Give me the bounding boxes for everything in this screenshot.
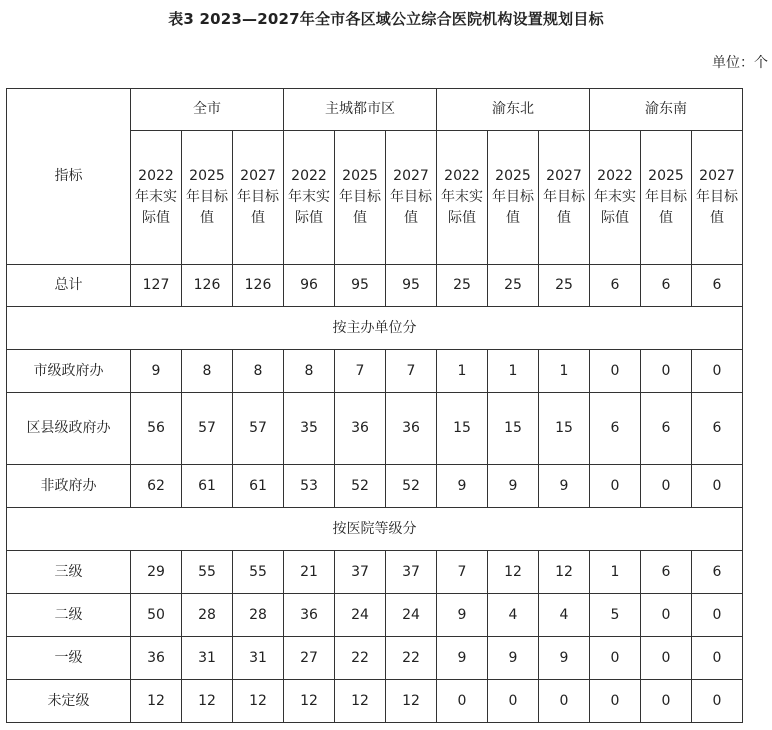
value-cell: 7 — [386, 350, 437, 393]
value-cell: 61 — [233, 465, 284, 508]
section-row — [7, 307, 743, 350]
value-cell: 22 — [335, 637, 386, 680]
row-label: 非政府办 — [7, 465, 131, 508]
value-cell: 9 — [488, 637, 539, 680]
value-cell: 8 — [182, 350, 233, 393]
section-label: 按主办单位分 — [7, 307, 743, 350]
row-label: 市级政府办 — [7, 350, 131, 393]
value-cell: 9 — [539, 465, 590, 508]
value-cell: 0 — [692, 465, 743, 508]
sub-column-header: 2027年目标值 — [539, 131, 590, 265]
value-cell: 5 — [590, 594, 641, 637]
value-cell: 12 — [284, 680, 335, 723]
value-cell: 96 — [284, 265, 335, 307]
table-row — [7, 637, 743, 680]
value-cell: 1 — [437, 350, 488, 393]
value-cell: 25 — [539, 265, 590, 307]
sub-column-header: 2022年末实际值 — [437, 131, 488, 265]
value-cell: 12 — [539, 551, 590, 594]
value-cell: 61 — [182, 465, 233, 508]
value-cell: 15 — [488, 393, 539, 465]
section-row — [7, 508, 743, 551]
sub-column-header: 2025年目标值 — [335, 131, 386, 265]
value-cell: 9 — [488, 465, 539, 508]
value-cell: 12 — [182, 680, 233, 723]
value-cell: 55 — [233, 551, 284, 594]
value-cell: 12 — [335, 680, 386, 723]
value-cell: 1 — [590, 551, 641, 594]
value-cell: 0 — [590, 350, 641, 393]
value-cell: 7 — [437, 551, 488, 594]
value-cell: 56 — [131, 393, 182, 465]
value-cell: 0 — [641, 680, 692, 723]
region-header: 渝东北 — [437, 89, 590, 131]
sub-column-header: 2027年目标值 — [386, 131, 437, 265]
value-cell: 126 — [182, 265, 233, 307]
value-cell: 27 — [284, 637, 335, 680]
value-cell: 127 — [131, 265, 182, 307]
sub-column-header: 2022年末实际值 — [284, 131, 335, 265]
value-cell: 0 — [641, 637, 692, 680]
value-cell: 6 — [590, 393, 641, 465]
table-row — [7, 594, 743, 637]
value-cell: 126 — [233, 265, 284, 307]
value-cell: 12 — [131, 680, 182, 723]
sub-column-header: 2027年目标值 — [233, 131, 284, 265]
value-cell: 36 — [335, 393, 386, 465]
value-cell: 6 — [692, 265, 743, 307]
region-header-row — [7, 89, 743, 131]
value-cell: 55 — [182, 551, 233, 594]
value-cell: 25 — [437, 265, 488, 307]
row-label: 一级 — [7, 637, 131, 680]
value-cell: 28 — [233, 594, 284, 637]
value-cell: 0 — [641, 594, 692, 637]
row-label: 三级 — [7, 551, 131, 594]
value-cell: 0 — [590, 637, 641, 680]
sub-column-header: 2025年目标值 — [182, 131, 233, 265]
value-cell: 37 — [335, 551, 386, 594]
unit-label: 单位：个 — [712, 55, 768, 71]
value-cell: 50 — [131, 594, 182, 637]
table-row — [7, 465, 743, 508]
sub-column-header: 2022年末实际值 — [590, 131, 641, 265]
value-cell: 0 — [590, 465, 641, 508]
value-cell: 6 — [641, 265, 692, 307]
value-cell: 52 — [386, 465, 437, 508]
value-cell: 35 — [284, 393, 335, 465]
value-cell: 22 — [386, 637, 437, 680]
row-label: 总计 — [7, 265, 131, 307]
value-cell: 0 — [539, 680, 590, 723]
value-cell: 24 — [335, 594, 386, 637]
value-cell: 29 — [131, 551, 182, 594]
row-label: 区县级政府办 — [7, 393, 131, 465]
value-cell: 1 — [539, 350, 590, 393]
value-cell: 6 — [692, 551, 743, 594]
table-row — [7, 680, 743, 723]
value-cell: 8 — [284, 350, 335, 393]
value-cell: 57 — [182, 393, 233, 465]
row-label: 未定级 — [7, 680, 131, 723]
region-header: 渝东南 — [590, 89, 743, 131]
value-cell: 1 — [488, 350, 539, 393]
planning-table — [6, 88, 743, 723]
value-cell: 6 — [641, 393, 692, 465]
value-cell: 8 — [233, 350, 284, 393]
value-cell: 21 — [284, 551, 335, 594]
value-cell: 12 — [488, 551, 539, 594]
value-cell: 6 — [641, 551, 692, 594]
value-cell: 4 — [488, 594, 539, 637]
value-cell: 15 — [437, 393, 488, 465]
value-cell: 28 — [182, 594, 233, 637]
value-cell: 9 — [437, 594, 488, 637]
value-cell: 9 — [437, 465, 488, 508]
value-cell: 52 — [335, 465, 386, 508]
value-cell: 36 — [131, 637, 182, 680]
value-cell: 12 — [233, 680, 284, 723]
value-cell: 53 — [284, 465, 335, 508]
value-cell: 0 — [692, 350, 743, 393]
value-cell: 9 — [437, 637, 488, 680]
value-cell: 31 — [182, 637, 233, 680]
table-row — [7, 265, 743, 307]
value-cell: 95 — [335, 265, 386, 307]
value-cell: 6 — [590, 265, 641, 307]
value-cell: 24 — [386, 594, 437, 637]
table-row — [7, 393, 743, 465]
value-cell: 36 — [284, 594, 335, 637]
value-cell: 6 — [692, 393, 743, 465]
value-cell: 9 — [539, 637, 590, 680]
value-cell: 0 — [692, 680, 743, 723]
value-cell: 62 — [131, 465, 182, 508]
table-row — [7, 551, 743, 594]
value-cell: 0 — [641, 350, 692, 393]
sub-column-header: 2027年目标值 — [692, 131, 743, 265]
region-header: 主城都市区 — [284, 89, 437, 131]
value-cell: 0 — [692, 637, 743, 680]
value-cell: 25 — [488, 265, 539, 307]
sub-column-header: 2025年目标值 — [641, 131, 692, 265]
value-cell: 4 — [539, 594, 590, 637]
section-label: 按医院等级分 — [7, 508, 743, 551]
value-cell: 0 — [692, 594, 743, 637]
value-cell: 31 — [233, 637, 284, 680]
sub-column-header: 2022年末实际值 — [131, 131, 182, 265]
value-cell: 9 — [131, 350, 182, 393]
value-cell: 12 — [386, 680, 437, 723]
sub-column-header: 2025年目标值 — [488, 131, 539, 265]
value-cell: 37 — [386, 551, 437, 594]
value-cell: 0 — [641, 465, 692, 508]
indicator-header: 指标 — [7, 89, 131, 265]
value-cell: 57 — [233, 393, 284, 465]
table-row — [7, 350, 743, 393]
value-cell: 15 — [539, 393, 590, 465]
value-cell: 95 — [386, 265, 437, 307]
value-cell: 36 — [386, 393, 437, 465]
table-title: 表3 2023—2027年全市各区域公立综合医院机构设置规划目标 — [168, 10, 604, 28]
value-cell: 0 — [437, 680, 488, 723]
value-cell: 0 — [488, 680, 539, 723]
value-cell: 0 — [590, 680, 641, 723]
value-cell: 7 — [335, 350, 386, 393]
row-label: 二级 — [7, 594, 131, 637]
region-header: 全市 — [131, 89, 284, 131]
